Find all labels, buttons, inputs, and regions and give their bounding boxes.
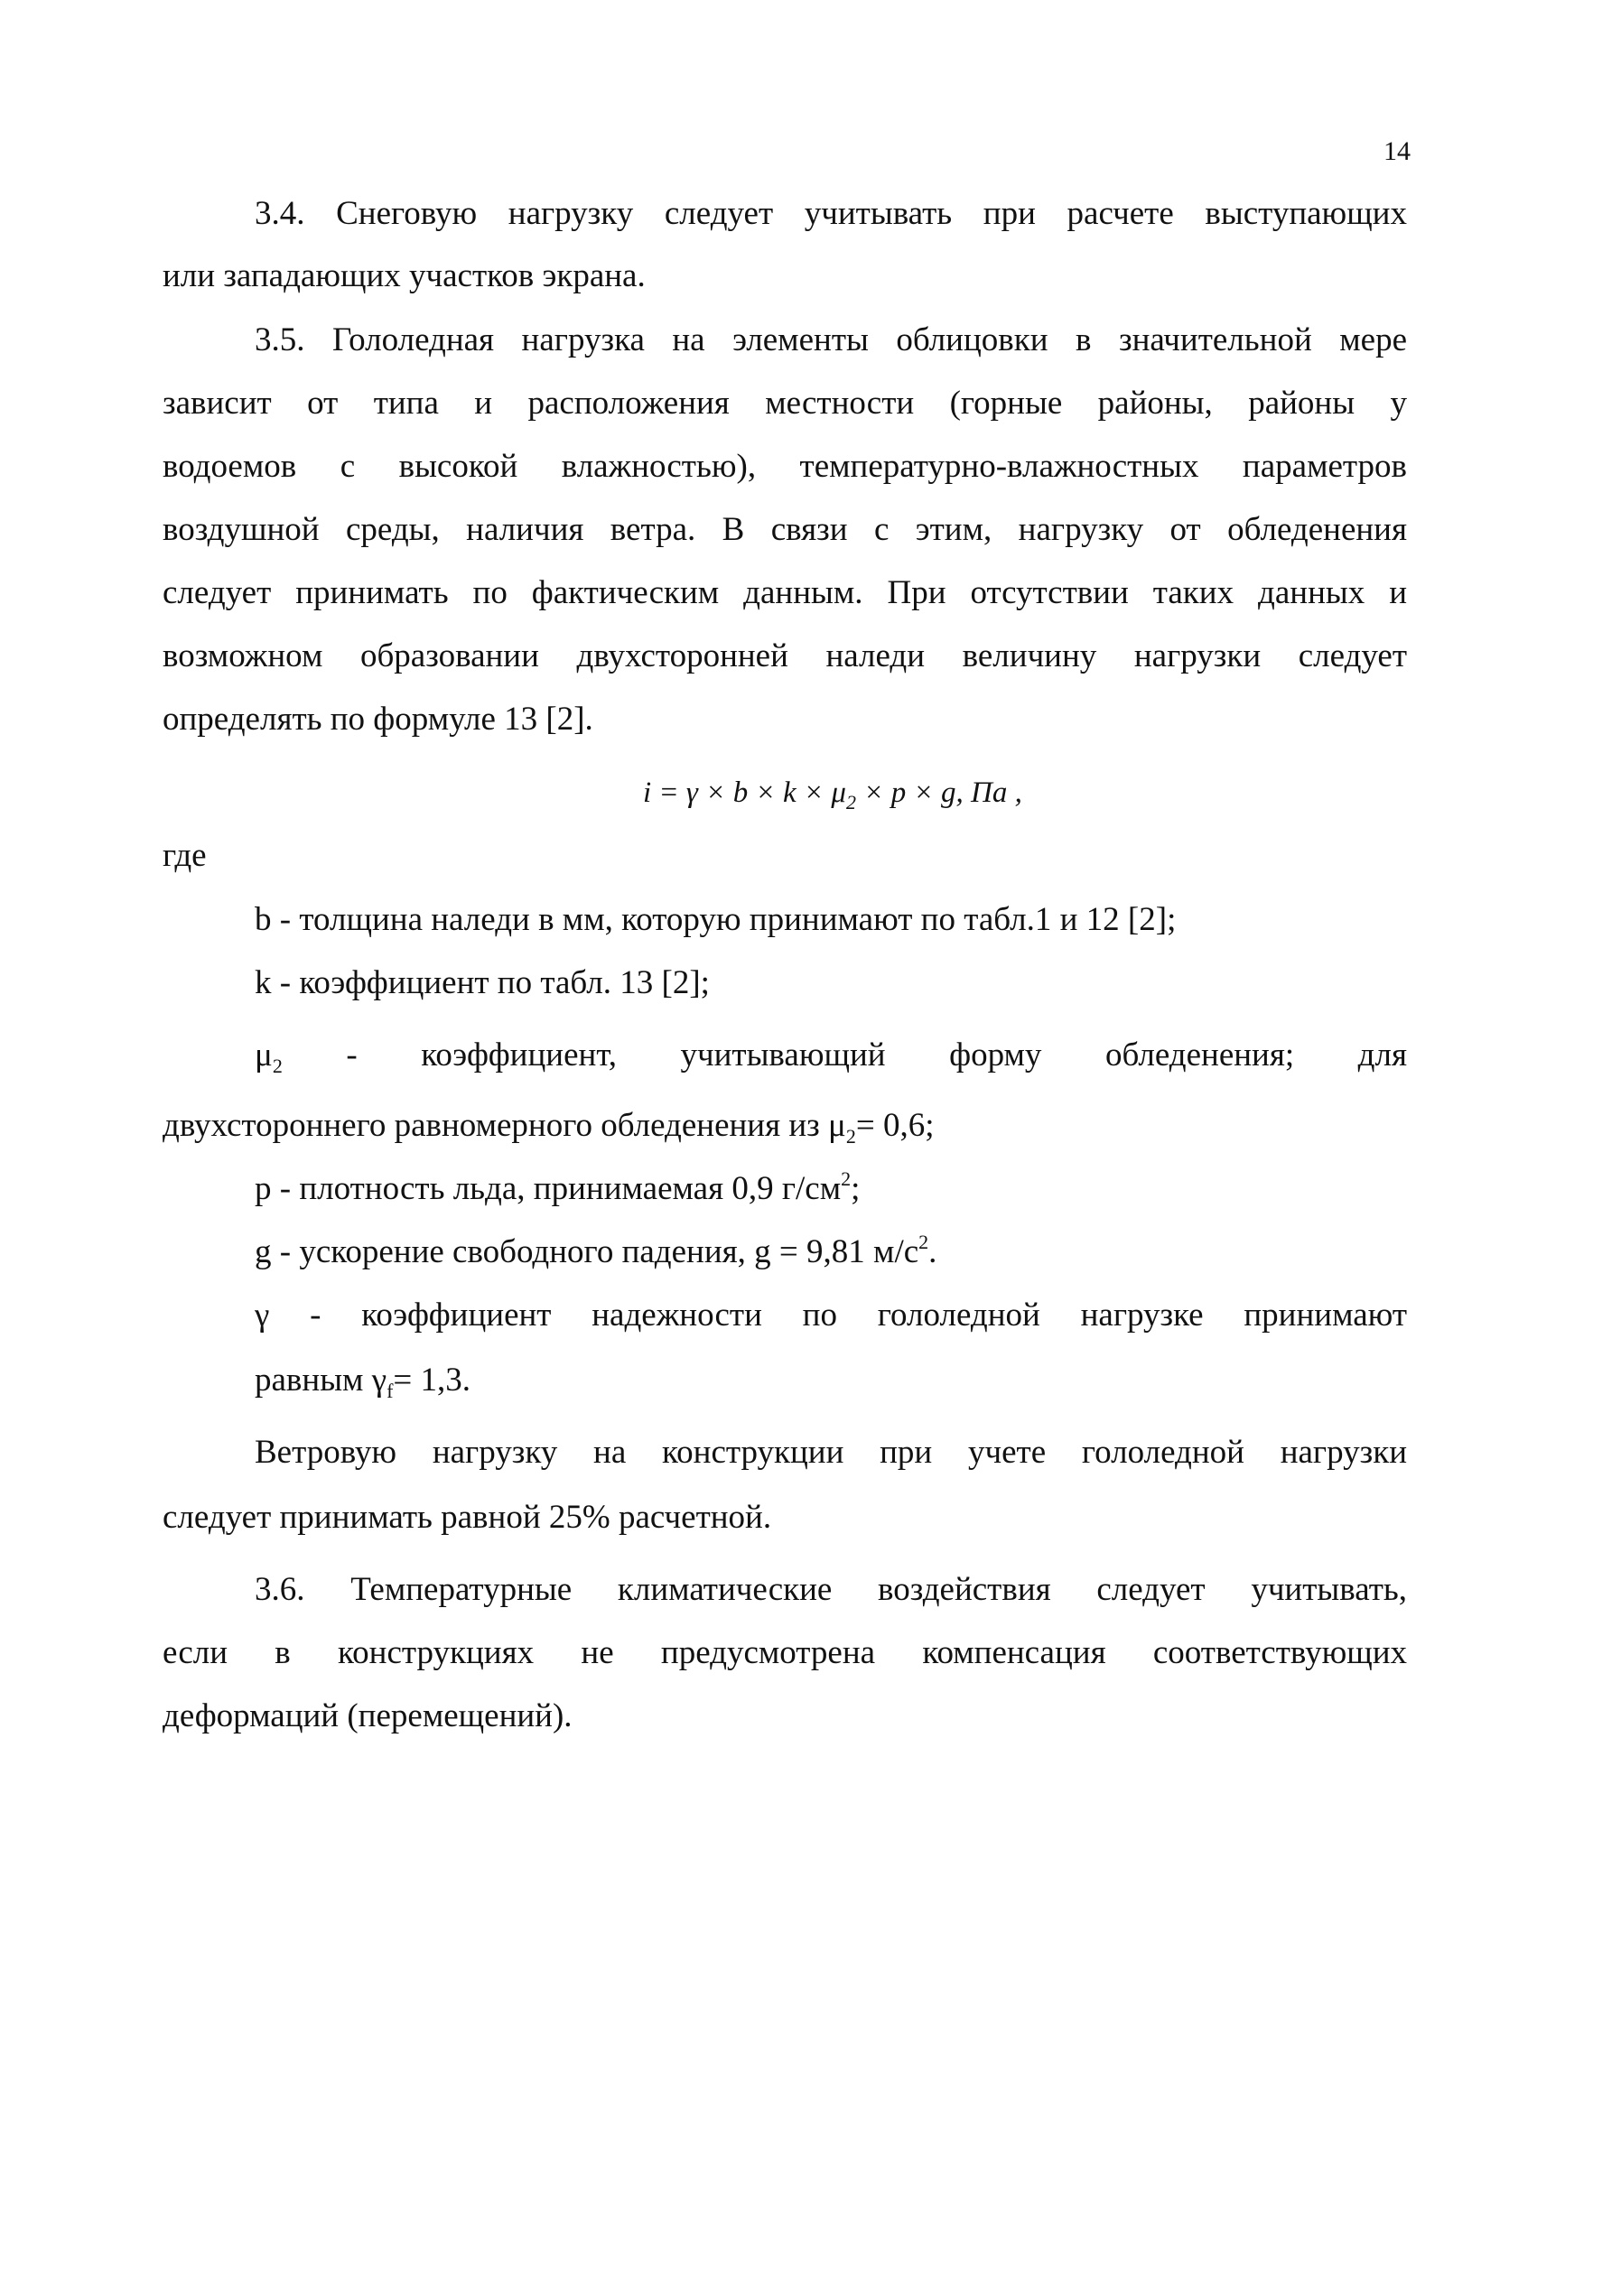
mu-line-2-value: = 0,6; — [855, 1107, 935, 1144]
paragraph-3-4-line-1: 3.4. Снеговую нагрузку следует учитывать при расчете выступающих — [255, 195, 1407, 232]
paragraph-3-6-line-1: 3.6. Температурные климатические воздействия следует учитывать, — [255, 1571, 1407, 1608]
formula-main: i = γ × b × k × μ — [643, 776, 846, 809]
paragraph-3-5-line-4: воздушной среды, наличия ветра. В связи с этим, нагрузку от обледенения — [163, 511, 1407, 548]
paragraph-3-5-line-2: зависит от типа и расположения местности (горные районы, районы у — [163, 385, 1407, 422]
mu-subscript: 2 — [272, 1055, 283, 1077]
paragraph-3-6-line-2: если в конструкциях не предусмотрена компенсация соответствующих — [163, 1634, 1407, 1671]
definition-g — [255, 1232, 936, 1273]
p-text: р - плотность льда, принимаемая 0,9 г/см — [255, 1170, 842, 1207]
definition-gamma-line-2 — [255, 1360, 470, 1401]
page-number: 14 — [1383, 136, 1411, 166]
definition-gamma-line-1: γ - коэффициент надежности по гололедной нагрузке принимают — [255, 1297, 1407, 1334]
paragraph-3-5-line-3: водоемов с высокой влажностью), температурно-влажностных параметров — [163, 448, 1407, 485]
paragraph-3-5-line-1: 3.5. Гололедная нагрузка на элементы облицовки в значительной мере — [255, 321, 1407, 358]
mu-line-2-text: двухстороннего равномерного обледенения из μ — [163, 1107, 846, 1144]
wind-load-line-2: следует принимать равной 25% расчетной. — [163, 1499, 772, 1536]
g-superscript: 2 — [918, 1231, 929, 1253]
gamma-subscript: f — [387, 1380, 394, 1402]
paragraph-3-4-line-2: или западающих участков экрана. — [163, 257, 646, 294]
mu-line-2-subscript: 2 — [845, 1125, 856, 1148]
formula-rest: × p × g, Па , — [855, 776, 1022, 809]
definition-mu-line-2 — [163, 1105, 935, 1147]
mu-description: - коэффициент, учитывающий форму обледенения; для — [282, 1036, 1407, 1074]
gamma-line-2-text: равным γ — [255, 1362, 387, 1399]
definition-p — [255, 1168, 860, 1210]
definition-mu-line-1 — [255, 1035, 1407, 1076]
g-end: . — [928, 1233, 937, 1270]
p-end: ; — [851, 1170, 861, 1207]
mu-symbol: μ — [255, 1036, 273, 1074]
definition-b: b - толщина наледи в мм, которую принимают по табл.1 и 12 [2]; — [255, 901, 1177, 938]
gamma-value: = 1,3. — [393, 1362, 471, 1399]
g-text: g - ускорение свободного падения, g = 9,81 м/с — [255, 1233, 919, 1270]
wind-load-line-1: Ветровую нагрузку на конструкции при учете гололедной нагрузки — [255, 1434, 1407, 1471]
paragraph-3-5-line-6: возможном образовании двухсторонней наледи величину нагрузки следует — [163, 637, 1407, 674]
ice-load-formula — [643, 773, 1022, 813]
definition-k: k - коэффициент по табл. 13 [2]; — [255, 964, 710, 1001]
p-superscript: 2 — [841, 1167, 852, 1190]
where-label: где — [163, 837, 207, 874]
formula-subscript: 2 — [845, 791, 856, 813]
paragraph-3-5-line-5: следует принимать по фактическим данным. При отсутствии таких данных и — [163, 574, 1407, 611]
paragraph-3-6-line-3: деформаций (перемещений). — [163, 1697, 573, 1734]
paragraph-3-5-line-7: определять по формуле 13 [2]. — [163, 701, 593, 738]
